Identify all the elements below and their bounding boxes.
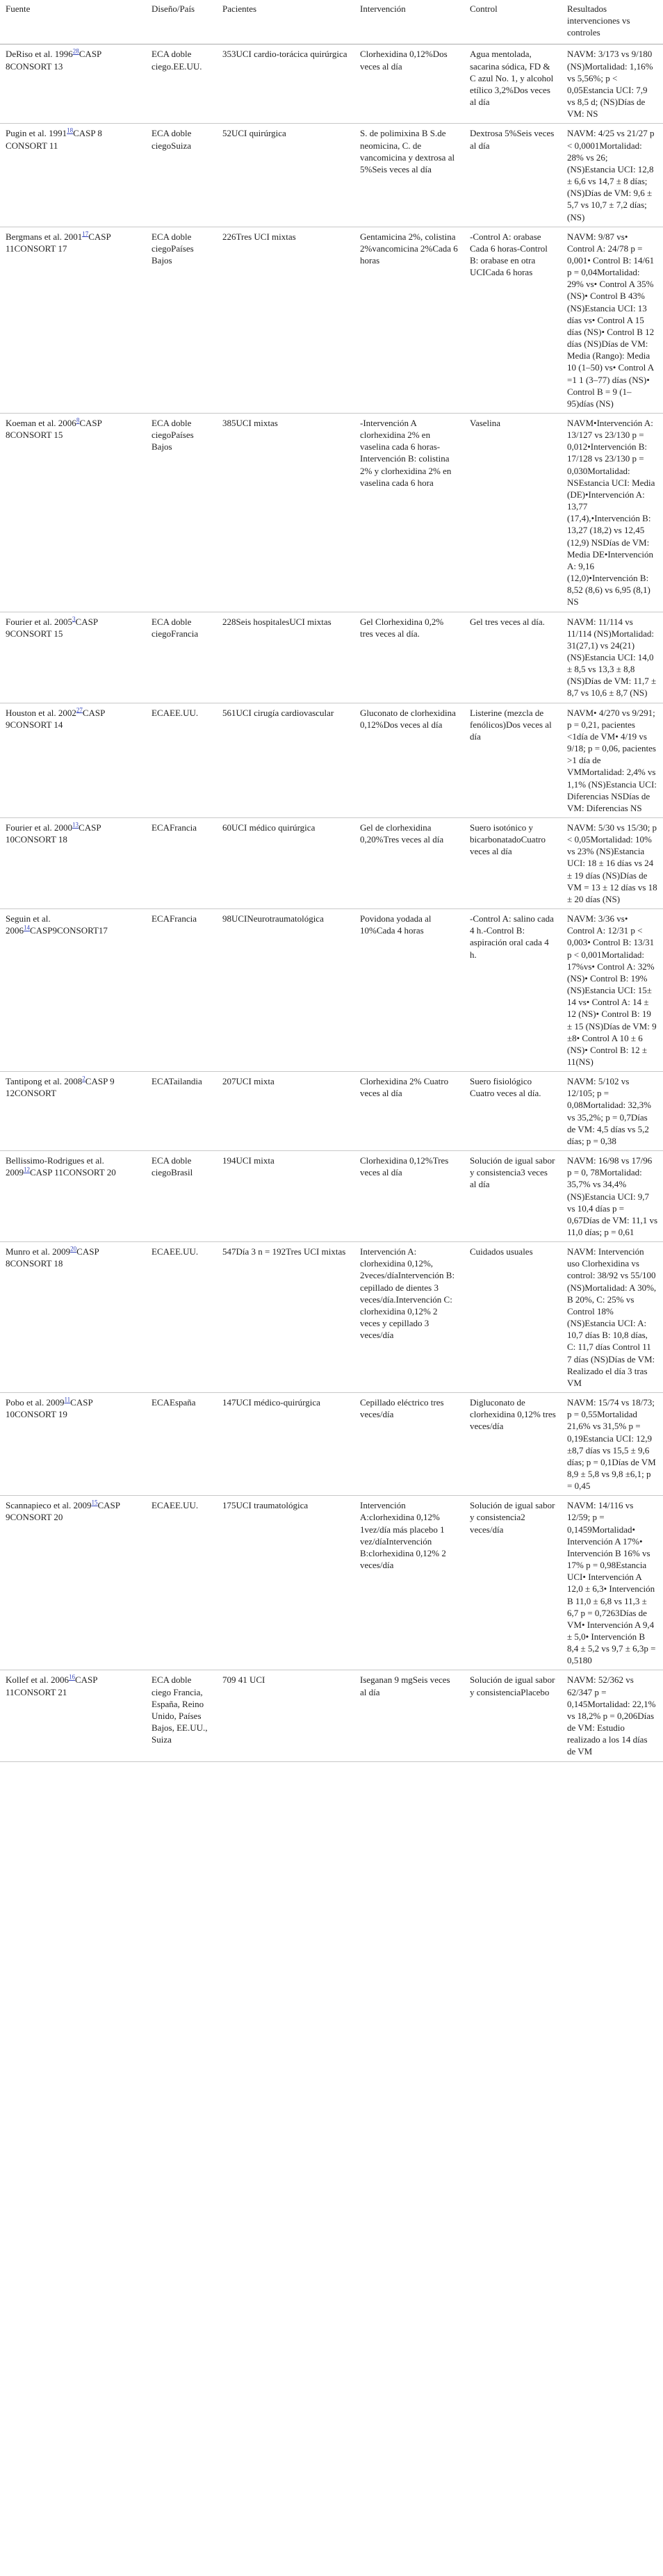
table-body <box>0 44 663 1761</box>
results-cell: NAVM: 15/74 vs 18/73; p = 0,55Mortalidad 21,6% vs 31,5% p = 0,19Estancia UCI: 12,9 ±8,7 días vs 15,5 ± 9,6 días; p = 0,1Días de VM 8,9 ± 5,8 vs 9,8 ±6,1; p = 0,45 <box>562 1393 663 1496</box>
results-cell: NAVM: 5/102 vs 12/105; p = 0,08Mortalidad: 32,3% vs 35,2%; p = 0,7Días de VM: 4,5 días vs 5,2 días; p = 0,38 <box>562 1072 663 1151</box>
reference-link[interactable]: 20 <box>70 1245 77 1253</box>
results-cell: NAVM: 5/30 vs 15/30; p < 0,05Mortalidad: 10% vs 23% (NS)Estancia UCI: 18 ± 16 días vs 24 ± 19 días (NS)Días de VM = 13 ± 12 días vs 18 ± 20 días (NS) <box>562 818 663 909</box>
design-country-cell: ECA doble ciegoSuiza <box>146 124 217 227</box>
casp-consort-score: CASP 11CONSORT 17 <box>6 231 111 254</box>
source-cell <box>0 124 146 227</box>
reference-link[interactable]: 27 <box>76 706 83 714</box>
control-cell: Cuidados usuales <box>464 1242 562 1393</box>
author-text: Bellissimo-Rodrigues et al. 2009 <box>6 1155 104 1178</box>
author-text: Scannapieco et al. 2009 <box>6 1500 92 1511</box>
table-row <box>0 703 663 817</box>
author-text: DeRiso et al. 1996 <box>6 49 73 60</box>
intervention-cell: Gel de clorhexidina 0,20%Tres veces al día <box>354 818 464 909</box>
casp-consort-score: CASP 9CONSORT 14 <box>6 707 105 730</box>
header-pacientes: Pacientes <box>217 0 354 44</box>
control-cell: Agua mentolada, sacarina sódica, FD & C azul No. 1, y alcohol etílico 3,2%Dos veces al día <box>464 44 562 124</box>
casp-consort-score: CASP 9CONSORT 20 <box>6 1500 120 1523</box>
intervention-cell: Cepillado eléctrico tres veces/día <box>354 1393 464 1496</box>
table-row <box>0 1393 663 1496</box>
author-text: Fourier et al. 2005 <box>6 616 73 627</box>
design-country-cell: ECA doble ciego Francia, España, Reino Unido, Países Bajos, EE.UU., Suiza <box>146 1670 217 1761</box>
design-country-cell: ECAFrancia <box>146 818 217 909</box>
table-row <box>0 1151 663 1242</box>
source-cell <box>0 818 146 909</box>
table-row <box>0 124 663 227</box>
table-row <box>0 414 663 612</box>
author-text: Kollef et al. 2006 <box>6 1674 69 1686</box>
results-cell: NAVM•Intervención A: 13/127 vs 23/130 p = 0,012•Intervención B: 17/128 vs 23/130 p = 0,030Mortalidad: NSEstancia UCI: Media (DE)•Intervención A: 13,77 (17,4),•Intervención B: 13,27 (18,2) vs 12,45 (12,9) NSDías de VM: Media DE•Intervención A: 9,16 (12,0)•Intervención B: 8,52 (8,6) vs 6,95 (8,1) NS <box>562 414 663 612</box>
patients-cell: 98UCINeurotraumatológica <box>217 909 354 1072</box>
table-row <box>0 44 663 124</box>
source-cell <box>0 414 146 612</box>
source-cell <box>0 1242 146 1393</box>
patients-cell: 194UCI mixta <box>217 1151 354 1242</box>
reference-link[interactable]: 8 <box>76 416 80 424</box>
header-row <box>0 0 663 44</box>
casp-consort-score: CASP 9 12CONSORT <box>6 1076 115 1099</box>
table-row <box>0 227 663 413</box>
author-text: Koeman et al. 2006 <box>6 418 76 428</box>
header-intervencion: Intervención <box>354 0 464 44</box>
patients-cell: 353UCI cardio-torácica quirúrgica <box>217 44 354 124</box>
header-resultados: Resultados intervenciones vs controles <box>562 0 663 44</box>
design-country-cell: ECAEE.UU. <box>146 1242 217 1393</box>
source-cell <box>0 612 146 703</box>
design-country-cell: ECA doble ciegoBrasil <box>146 1151 217 1242</box>
source-cell <box>0 703 146 817</box>
control-cell: Gel tres veces al día. <box>464 612 562 703</box>
results-cell: NAVM: 52/362 vs 62/347 p = 0,145Mortalidad: 22,1% vs 18,2% p = 0,206Días de VM: Estudio realizado a los 14 días de VM <box>562 1670 663 1761</box>
control-cell: Digluconato de clorhexidina 0,12% tres veces/día <box>464 1393 562 1496</box>
casp-consort-score: CASP 8CONSORT 13 <box>6 49 101 72</box>
patients-cell: 60UCI médico quirúrgica <box>217 818 354 909</box>
patients-cell: 547Día 3 n = 192Tres UCI mixtas <box>217 1242 354 1393</box>
results-cell: NAVM• 4/270 vs 9/291; p = 0,21, pacientes <1día de VM• 4/19 vs 9/18; p = 0,06, pacientes >1 día de VMMortalidad: 2,4% vs 1,1% (NS)Estancia UCI: Diferencias NSDías de VM: Diferencias NS <box>562 703 663 817</box>
source-cell <box>0 1072 146 1151</box>
intervention-cell: Gentamicina 2%, colistina 2%vancomicina 2%Cada 6 horas <box>354 227 464 413</box>
reference-link[interactable]: 15 <box>91 1499 98 1506</box>
table-row <box>0 818 663 909</box>
results-cell: NAVM: 4/25 vs 21/27 p < 0,0001Mortalidad: 28% vs 26; (NS)Estancia UCI: 12,8 ± 6,6 vs 14,7 ± 8 días; (NS)Días de VM: 9,6 ± 5,7 vs 10,7 ± 7,2 días; (NS) <box>562 124 663 227</box>
header-fuente: Fuente <box>0 0 146 44</box>
casp-consort-score: CASP9CONSORT17 <box>30 925 108 936</box>
patients-cell: 709 41 UCI <box>217 1670 354 1761</box>
casp-consort-score: CASP 8CONSORT 15 <box>6 418 102 441</box>
reference-link[interactable]: 12 <box>24 1166 30 1173</box>
source-cell <box>0 909 146 1072</box>
casp-consort-score: CASP 10CONSORT 19 <box>6 1397 93 1420</box>
author-text: Fourier et al. 2000 <box>6 822 73 833</box>
patients-cell: 147UCI médico-quirúrgica <box>217 1393 354 1496</box>
source-cell <box>0 44 146 124</box>
casp-consort-score: CASP 9CONSORT 15 <box>6 616 98 639</box>
design-country-cell: ECA doble ciegoPaíses Bajos <box>146 227 217 413</box>
control-cell: Vaselina <box>464 414 562 612</box>
patients-cell: 52UCI quirúrgica <box>217 124 354 227</box>
reference-link[interactable]: 28 <box>72 48 79 56</box>
control-cell: Listerine (mezcla de fenólicos)Dos veces al día <box>464 703 562 817</box>
control-cell: Solución de igual sabor y consistenciaPlacebo <box>464 1670 562 1761</box>
results-cell: NAVM: 11/114 vs 11/114 (NS)Mortalidad: 31(27,1) vs 24(21) (NS)Estancia UCI: 14,0 ± 8,5 vs 13,3 ± 8,8 (NS)Días de VM: 11,7 ± 8,7 vs 10,6 ± 8,7 (NS) <box>562 612 663 703</box>
control-cell: Suero fisiológico Cuatro veces al día. <box>464 1072 562 1151</box>
reference-link[interactable]: 16 <box>68 1674 75 1681</box>
control-cell: -Control A: salino cada 4 h.-Control B: aspiración oral cada 4 h. <box>464 909 562 1072</box>
design-country-cell: ECAEE.UU. <box>146 1496 217 1670</box>
author-text: Bergmans et al. 2001 <box>6 231 83 242</box>
reference-link[interactable]: 13 <box>72 821 79 829</box>
control-cell: Suero isotónico y bicarbonatadoCuatro veces al día <box>464 818 562 909</box>
results-cell: NAVM: 16/98 vs 17/96 p = 0, 78Mortalidad: 35,7% vs 34,4% (NS)Estancia UCI: 9,7 vs 10,4 días p = 0,67Días de VM: 11,1 vs 11,0 días; p = 0,61 <box>562 1151 663 1242</box>
author-text: Munro et al. 2009 <box>6 1246 71 1257</box>
intervention-cell: S. de polimixina B S.de neomicina, C. de vancomicina y dextrosa al 5%Seis veces al día <box>354 124 464 227</box>
casp-consort-score: CASP 10CONSORT 18 <box>6 822 101 845</box>
control-cell: -Control A: orabase Cada 6 horas-Control B: orabase en otra UCICada 6 horas <box>464 227 562 413</box>
results-cell: NAVM: 3/173 vs 9/180 (NS)Mortalidad: 1,16% vs 5,56%; p < 0,05Estancia UCI: 7,9 vs 8,5 d; (NS)Días de VM: NS <box>562 44 663 124</box>
control-cell: Dextrosa 5%Seis veces al día <box>464 124 562 227</box>
intervention-cell: Iseganan 9 mgSeis veces al día <box>354 1670 464 1761</box>
casp-consort-score: CASP 11CONSORT 20 <box>30 1167 116 1178</box>
design-country-cell: ECAFrancia <box>146 909 217 1072</box>
patients-cell: 175UCI traumatológica <box>217 1496 354 1670</box>
results-cell: NAVM: 9/87 vs• Control A: 24/78 p = 0,001• Control B: 14/61 p = 0,04Mortalidad: 29% vs• Control A 35% (NS)• Control B 43% (NS)Estancia UCI: 13 días vs• Control A 15 días (NS)• Control B 12 días (NS)Días de VM: Media (Rango): Media 10 (1–50) vs• Control A =1 1 (3–77) días (NS)• Control B = 9 (1–95)días (NS) <box>562 227 663 413</box>
source-cell <box>0 1496 146 1670</box>
design-country-cell: ECA doble ciegoPaíses Bajos <box>146 414 217 612</box>
results-cell: NAVM: Intervención uso Clorhexidina vs control: 38/92 vs 55/100 (NS)Mortalidad: A 30%, B 20%, C: 25% vs Control 18% (NS)Estancia UCI: A: 10,7 días B: 10,8 días, C: 11,7 días Control 11 7 días (NS)Días de VM: Realizado el día 3 tras VM <box>562 1242 663 1393</box>
patients-cell: 561UCI cirugía cardiovascular <box>217 703 354 817</box>
casp-consort-score: CASP 8CONSORT 18 <box>6 1246 99 1269</box>
header-diseno-pais: Diseño/País <box>146 0 217 44</box>
control-cell: Solución de igual sabor y consistencia3 veces al día <box>464 1151 562 1242</box>
intervention-cell: Povidona yodada al 10%Cada 4 horas <box>354 909 464 1072</box>
source-cell <box>0 1670 146 1761</box>
reference-link[interactable]: 17 <box>82 230 89 238</box>
reference-link[interactable]: 14 <box>24 924 30 931</box>
intervention-cell: Intervención A:clorhexidina 0,12% 1vez/día más placebo 1 vez/díaIntervención B:clorhexidina 0,12% 2 veces/día <box>354 1496 464 1670</box>
reference-link[interactable]: 18 <box>67 127 74 135</box>
intervention-cell: -Intervención A clorhexidina 2% en vaselina cada 6 horas-Intervención B: colistina 2% y clorhexidina 2% en vaselina cada 6 hora <box>354 414 464 612</box>
design-country-cell: ECAEE.UU. <box>146 703 217 817</box>
header-control: Control <box>464 0 562 44</box>
source-cell <box>0 1393 146 1496</box>
control-cell: Solución de igual sabor y consistencia2 veces/día <box>464 1496 562 1670</box>
author-text: Seguin et al. 2006 <box>6 913 51 936</box>
design-country-cell: ECA doble ciego.EE.UU. <box>146 44 217 124</box>
author-text: Pobo et al. 2009 <box>6 1397 65 1408</box>
intervention-cell: Gluconato de clorhexidina 0,12%Dos veces al día <box>354 703 464 817</box>
patients-cell: 207UCI mixta <box>217 1072 354 1151</box>
table-row <box>0 1242 663 1393</box>
reference-link[interactable]: 3 <box>72 615 76 623</box>
author-text: Pugin et al. 1991 <box>6 128 67 139</box>
source-cell <box>0 227 146 413</box>
reference-link[interactable]: 11 <box>64 1396 71 1403</box>
table-row <box>0 612 663 703</box>
author-text: Tantipong et al. 2008 <box>6 1076 83 1087</box>
author-text: Houston et al. 2002 <box>6 707 76 718</box>
patients-cell: 226Tres UCI mixtas <box>217 227 354 413</box>
casp-consort-score: CASP 8 CONSORT 11 <box>6 128 102 151</box>
design-country-cell: ECA doble ciegoFrancia <box>146 612 217 703</box>
table-row <box>0 909 663 1072</box>
intervention-cell: Gel Clorhexidina 0,2% tres veces al día. <box>354 612 464 703</box>
design-country-cell: ECAEspaña <box>146 1393 217 1496</box>
patients-cell: 385UCI mixtas <box>217 414 354 612</box>
design-country-cell: ECATailandia <box>146 1072 217 1151</box>
results-cell: NAVM: 14/116 vs 12/59; p = 0,1459Mortalidad• Intervención A 17%• Intervención B 16% vs 17% p = 0,98Estancia UCI• Intervención A 12,0 ± 6,3• Intervención B 11,0 ± 6,8 vs 11,3 ± 6,7 p = 0,7263Días de VM• Intervención A 9,4 ± 5,0• Intervención B 8,4 ± 5,2 vs 9,7 ± 6,3p = 0,5180 <box>562 1496 663 1670</box>
casp-consort-score: CASP 11CONSORT 21 <box>6 1674 98 1697</box>
table-row <box>0 1072 663 1151</box>
patients-cell: 228Seis hospitalesUCI mixtas <box>217 612 354 703</box>
intervention-cell: Clorhexidina 0,12%Dos veces al día <box>354 44 464 124</box>
intervention-cell: Intervención A: clorhexidina 0,12%, 2veces/díaIntervención B: cepillado de dientes 3 veces/día.Intervención C: clorhexidina 0,12% 2 veces y cepillado 3 veces/día <box>354 1242 464 1393</box>
table-header <box>0 0 663 44</box>
results-cell: NAVM: 3/36 vs• Control A: 12/31 p < 0,003• Control B: 13/31 p < 0,001Mortalidad: 17%vs• Control A: 32% (NS)• Control B: 19% (NS)Estancia UCI: 15± 14 vs• Control A: 14 ± 12 (NS)• Control B: 19 ± 15 (NS)Días de VM: 9 ±8• Control A 10 ± 6 (NS)• Control B: 12 ± 11(NS) <box>562 909 663 1072</box>
table-row <box>0 1670 663 1761</box>
intervention-cell: Clorhexidina 0,12%Tres veces al día <box>354 1151 464 1242</box>
intervention-cell: Clorhexidina 2% Cuatro veces al día <box>354 1072 464 1151</box>
source-cell <box>0 1151 146 1242</box>
reference-link[interactable]: 2 <box>82 1075 85 1082</box>
table-row <box>0 1496 663 1670</box>
